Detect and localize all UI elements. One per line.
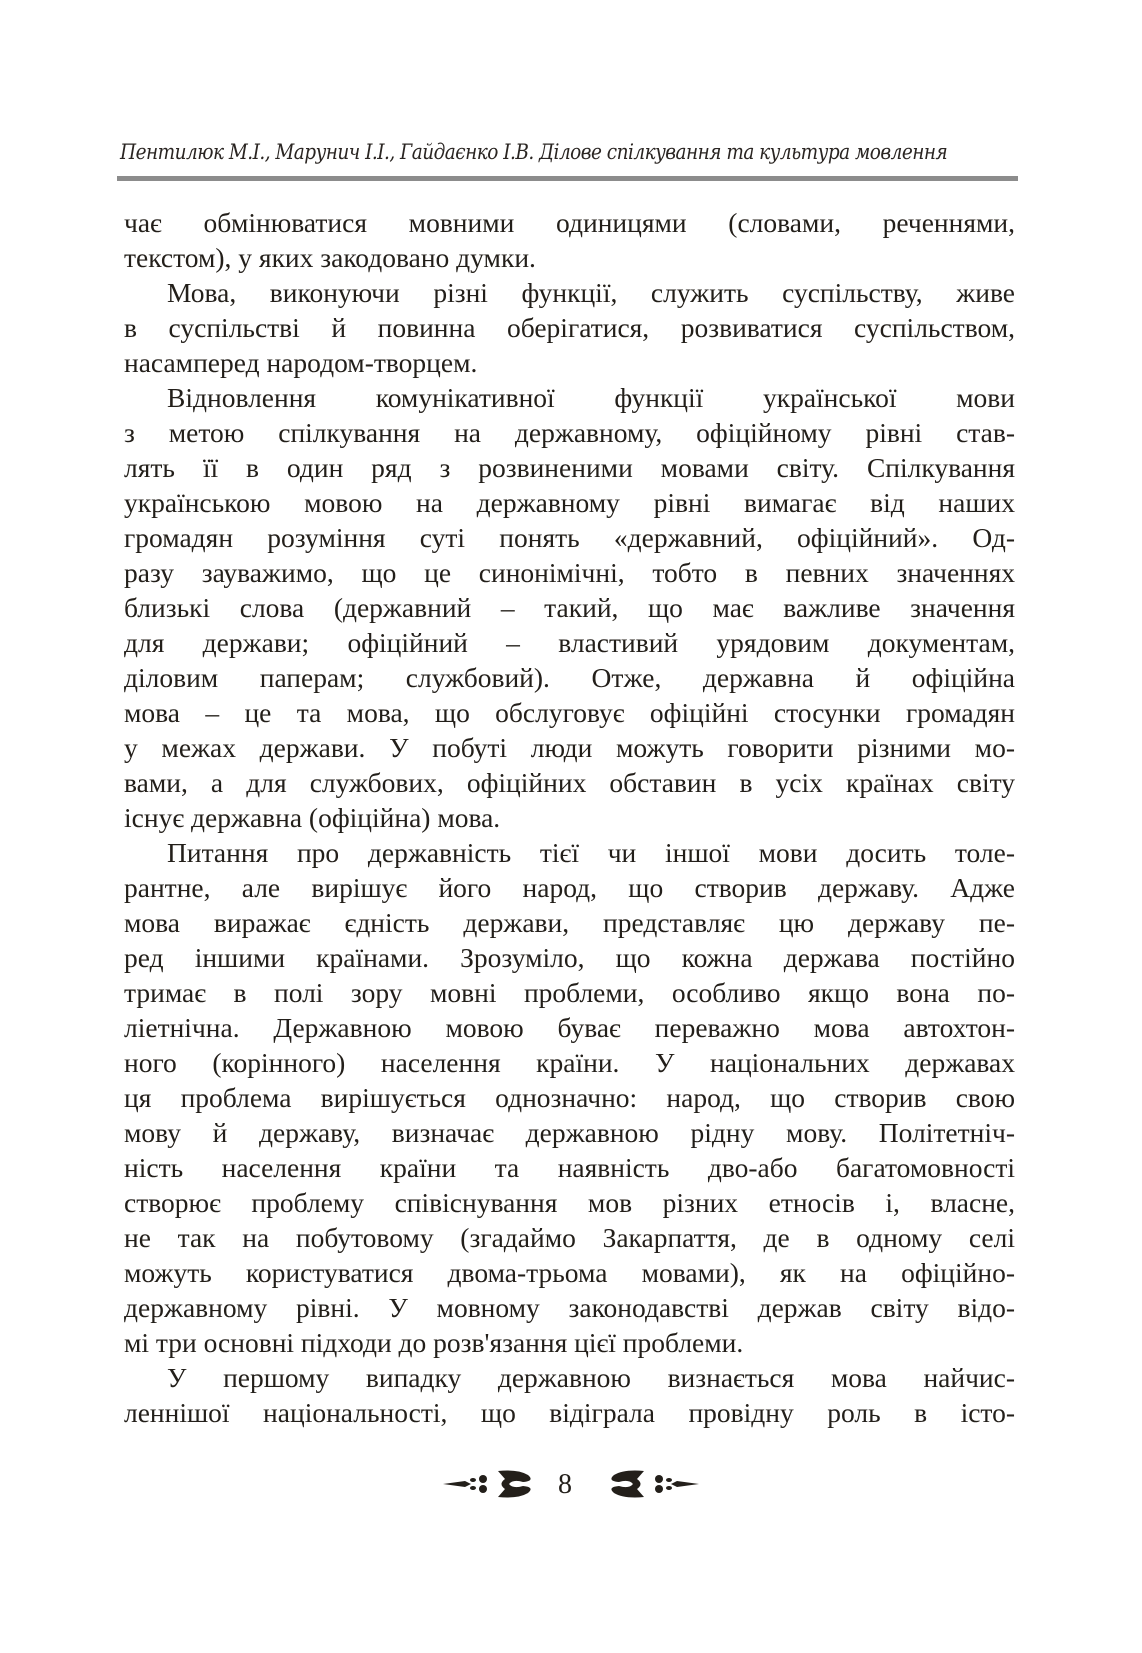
text-line: ліетнічна. Державною мовою буває переважно мова автохтон- (124, 1012, 1015, 1043)
text-line: у межах держави. У побуті люди можуть говорити різними мо- (124, 732, 1015, 763)
text-line: близькі слова (державний – такий, що має важливе значення (124, 592, 1015, 623)
text-line: Мова, виконуючи різні функції, служить суспільству, живе (167, 277, 1015, 308)
text-line: разу зауважимо, що це синонімічні, тобто в певних значеннях (124, 557, 1015, 588)
text-line: У першому випадку державною визнається мова найчис- (167, 1362, 1015, 1393)
page-footer (0, 1465, 1142, 1505)
text-line: насамперед народом-творцем. (124, 347, 478, 378)
text-line: українською мовою на державному рівні вимагає від наших (124, 487, 1015, 518)
left-ornament-icon (443, 1469, 541, 1499)
text-line: рантне, але вирішує його народ, що створив державу. Адже (124, 872, 1015, 903)
body-text (124, 205, 1015, 1430)
right-ornament-icon (601, 1469, 699, 1499)
text-line: ця проблема вирішується однозначно: народ, що створив свою (124, 1082, 1015, 1113)
text-line: з метою спілкування на державному, офіційному рівні став- (124, 417, 1015, 448)
text-line: можуть користуватися двома-трьома мовами), як на офіційно- (124, 1257, 1015, 1288)
text-line: мову й державу, визначає державною рідну мову. Політетніч- (124, 1117, 1015, 1148)
text-line: вами, а для службових, офіційних обставин в усіх країнах світу (124, 767, 1015, 798)
text-line: чає обмінюватися мовними одиницями (словами, реченнями, (124, 207, 1015, 238)
text-line: ність населення країни та наявність дво-або багатомовності (124, 1152, 1015, 1183)
text-line: не так на побутовому (згадаймо Закарпаття, де в одному селі (124, 1222, 1015, 1253)
text-line: громадян розуміння суті понять «державний, офіційний». Од- (124, 522, 1015, 553)
text-line: Питання про державність тієї чи іншої мови досить толе- (167, 837, 1015, 868)
running-title: Пентилюк М.І., Марунич І.І., Гайдаєнко І.В. Ділове спілкування та культура мовлення (120, 140, 948, 164)
text-line: державному рівні. У мовному законодавстві держав світу відо- (124, 1292, 1015, 1323)
text-line: ред іншими країнами. Зрозуміло, що кожна держава постійно (124, 942, 1015, 973)
text-line: мі три основні підходи до розв'язання цієї проблеми. (124, 1327, 744, 1358)
running-header (120, 140, 1020, 164)
paragraph (124, 275, 1015, 380)
text-line: Відновлення комунікативної функції української мови (167, 382, 1015, 413)
paragraph (124, 205, 1015, 275)
page-number: 8 (558, 1469, 572, 1500)
text-line: діловим паперам; службовий). Отже, державна й офіційна (124, 662, 1015, 693)
text-line: мова виражає єдність держави, представляє цю державу пе- (124, 907, 1015, 938)
text-line: для держави; офіційний – властивий урядовим документам, (124, 627, 1015, 658)
text-line: створює проблему співіснування мов різних етносів і, власне, (124, 1187, 1015, 1218)
paragraph (124, 380, 1015, 835)
text-line: леннішої національності, що відіграла провідну роль в істо- (124, 1397, 1015, 1428)
text-line: тримає в полі зору мовні проблеми, особливо якщо вона по- (124, 977, 1015, 1008)
text-line: текстом), у яких закодовано думки. (124, 242, 536, 273)
text-line: ного (корінного) населення країни. У національних державах (124, 1047, 1015, 1078)
text-line: існує державна (офіційна) мова. (124, 802, 501, 833)
paragraph (124, 1360, 1015, 1430)
text-line: в суспільстві й повинна оберігатися, розвиватися суспільством, (124, 312, 1015, 343)
paragraph (124, 835, 1015, 1360)
header-rule (117, 176, 1018, 181)
text-line: лять її в один ряд з розвиненими мовами світу. Спілкування (124, 452, 1015, 483)
text-line: мова – це та мова, що обслуговує офіційні стосунки громадян (124, 697, 1015, 728)
